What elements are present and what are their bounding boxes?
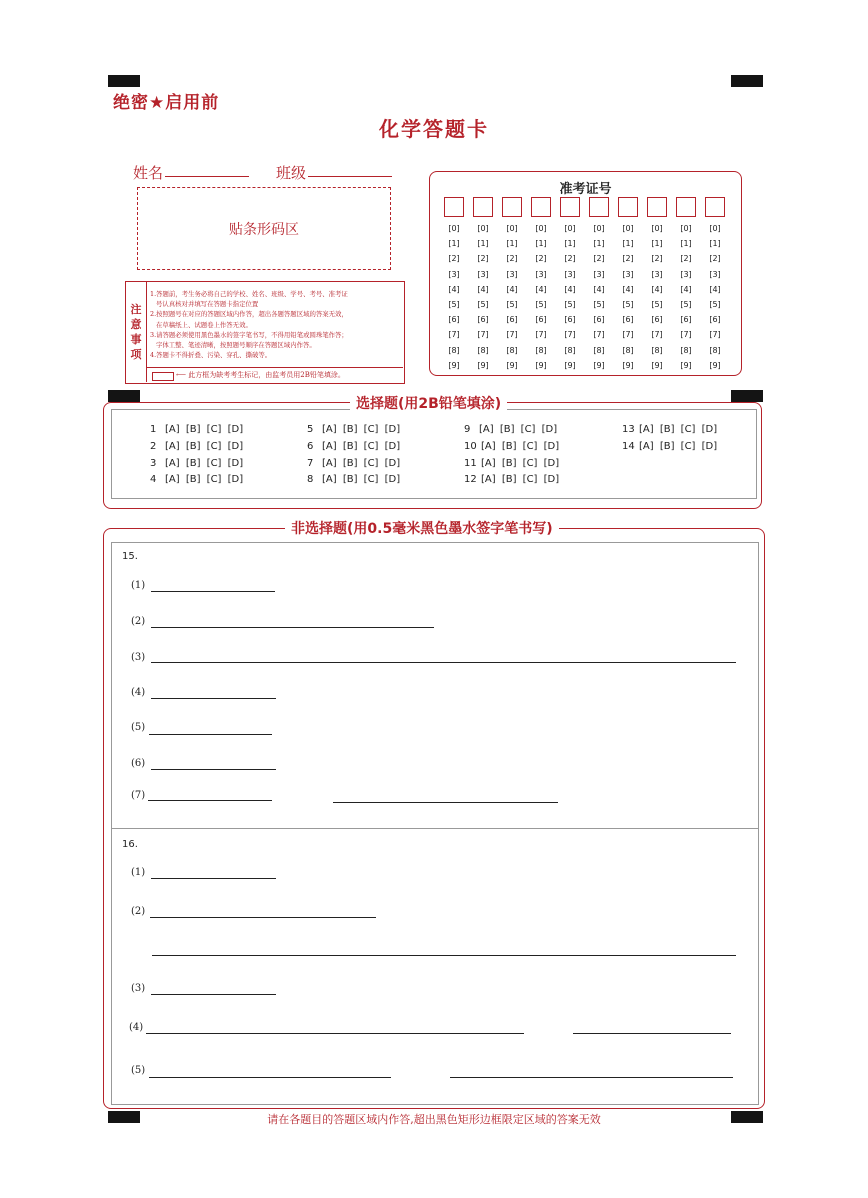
- exam-digit-box[interactable]: [589, 197, 609, 217]
- exam-digit-bubble[interactable]: [8]: [477, 345, 489, 355]
- question-number: 2: [150, 441, 157, 452]
- exam-digit-bubble[interactable]: [1]: [477, 239, 489, 249]
- exam-digit-bubble[interactable]: [0]: [535, 224, 547, 233]
- exam-digit-bubble[interactable]: [9]: [709, 360, 721, 370]
- name-field[interactable]: [165, 176, 249, 177]
- exam-digit-bubble[interactable]: [0]: [651, 224, 663, 233]
- question-number: 13: [622, 424, 635, 435]
- q16-answer-line[interactable]: [150, 917, 376, 918]
- exam-digit-bubble[interactable]: [6]: [448, 315, 460, 325]
- exam-digit-bubble[interactable]: [3]: [564, 269, 576, 279]
- exam-digit-bubble[interactable]: [9]: [680, 360, 692, 370]
- exam-digit-box[interactable]: [444, 197, 464, 217]
- divider: [146, 367, 403, 368]
- q15-sub-label: (4): [131, 687, 146, 698]
- exam-digit-bubble[interactable]: [7]: [448, 330, 460, 340]
- q16-sub-label: (5): [131, 1065, 146, 1076]
- notice-line: 1.答题前，考生务必将自己的学校、姓名、班级、学号、考号、准考证: [150, 290, 348, 298]
- exam-digit-box[interactable]: [676, 197, 696, 217]
- q15-sub-label: (2): [131, 616, 146, 627]
- exam-digit-bubble[interactable]: [7]: [709, 330, 721, 340]
- barcode-label: 贴条形码区: [229, 221, 299, 238]
- notice-heading: [126, 282, 147, 382]
- exam-digit-bubble[interactable]: [1]: [535, 239, 547, 249]
- question-number: 11: [464, 458, 477, 469]
- q16-answer-line[interactable]: [573, 1033, 731, 1034]
- q16-answer-line[interactable]: [146, 1033, 524, 1034]
- exam-digit-box[interactable]: [473, 197, 493, 217]
- exam-digit-bubble[interactable]: [8]: [709, 345, 721, 355]
- page-title: 化学答题卡: [379, 117, 489, 141]
- notice-line: 号认真核对并填写在答题卡指定位置: [156, 300, 259, 309]
- question-15-number: 15.: [122, 551, 138, 562]
- q16-sub-label: (1): [131, 867, 146, 878]
- multiple-choice-inner: [111, 409, 757, 499]
- exam-digit-bubble[interactable]: [3]: [709, 269, 721, 279]
- exam-digit-bubble[interactable]: [7]: [651, 330, 663, 340]
- exam-digit-box[interactable]: [502, 197, 522, 217]
- exam-digit-bubble[interactable]: [2]: [506, 254, 518, 264]
- question-number: 10: [464, 441, 477, 452]
- exam-digit-bubble[interactable]: [5]: [477, 300, 489, 309]
- exam-digit-box[interactable]: [705, 197, 725, 217]
- exam-digit-bubble[interactable]: [3]: [477, 269, 489, 279]
- q15-answer-line[interactable]: [149, 734, 272, 735]
- exam-digit-bubble[interactable]: [1]: [651, 239, 663, 249]
- exam-digit-bubble[interactable]: [4]: [477, 284, 489, 294]
- question-number: 4: [150, 474, 157, 485]
- notice-heading-char: 意: [130, 318, 142, 331]
- exam-digit-bubble[interactable]: [8]: [535, 345, 547, 355]
- exam-digit-bubble[interactable]: [1]: [564, 239, 576, 249]
- exam-digit-bubble[interactable]: [2]: [477, 254, 489, 264]
- exam-digit-bubble[interactable]: [8]: [680, 345, 692, 355]
- exam-digit-bubble[interactable]: [0]: [593, 224, 605, 233]
- exam-digit-bubble[interactable]: [9]: [477, 360, 489, 370]
- q15-sub-label: (3): [131, 652, 146, 663]
- exam-number-box: [429, 171, 742, 376]
- answer-options[interactable]: [A] [B] [C] [D]: [322, 458, 401, 469]
- exam-digit-bubble[interactable]: [2]: [593, 254, 605, 264]
- exam-digit-bubble[interactable]: [7]: [535, 330, 547, 340]
- exam-digit-bubble[interactable]: [9]: [564, 360, 576, 370]
- question-number: 1: [150, 424, 157, 435]
- exam-digit-bubble[interactable]: [7]: [564, 330, 576, 340]
- exam-digit-bubble[interactable]: [6]: [506, 315, 518, 325]
- exam-digit-bubble[interactable]: [3]: [622, 269, 634, 279]
- exam-digit-bubble[interactable]: [4]: [448, 284, 460, 294]
- exam-digit-bubble[interactable]: [6]: [709, 315, 721, 325]
- registration-mark: [731, 390, 763, 402]
- exam-digit-bubble[interactable]: [4]: [564, 284, 576, 294]
- exam-digit-bubble[interactable]: [5]: [448, 300, 460, 309]
- exam-digit-bubble[interactable]: [7]: [622, 330, 634, 340]
- exam-digit-bubble[interactable]: [5]: [506, 300, 518, 309]
- exam-digit-bubble[interactable]: [1]: [593, 239, 605, 249]
- answer-options[interactable]: [A] [B] [C] [D]: [322, 424, 401, 435]
- exam-digit-bubble[interactable]: [9]: [593, 360, 605, 370]
- exam-digit-bubble[interactable]: [8]: [593, 345, 605, 355]
- exam-digit-bubble[interactable]: [5]: [622, 300, 634, 309]
- exam-digit-bubble[interactable]: [9]: [506, 360, 518, 370]
- exam-digit-bubble[interactable]: [6]: [477, 315, 489, 325]
- exam-digit-bubble[interactable]: [3]: [680, 269, 692, 279]
- exam-digit-bubble[interactable]: [6]: [564, 315, 576, 325]
- exam-digit-bubble[interactable]: [5]: [680, 300, 692, 309]
- exam-digit-bubble[interactable]: [3]: [535, 269, 547, 279]
- exam-digit-bubble[interactable]: [9]: [448, 360, 460, 370]
- exam-digit-bubble[interactable]: [0]: [477, 224, 489, 233]
- absent-note-text: 此方框为缺考考生标记，由监考员用2B铅笔填涂。: [188, 371, 345, 379]
- answer-options[interactable]: [A] [B] [C] [D]: [165, 424, 244, 435]
- q15-answer-line[interactable]: [151, 627, 434, 628]
- exam-digit-bubble[interactable]: [0]: [564, 224, 576, 233]
- notice-line: 字体工整、笔迹清晰，按照题号顺序在答题区域内作答。: [156, 341, 316, 350]
- exam-digit-bubble[interactable]: [7]: [506, 330, 518, 340]
- exam-digit-bubble[interactable]: [4]: [535, 284, 547, 294]
- notice-line: 4.答题卡不得折叠、污染、穿孔、撕破等。: [150, 351, 272, 360]
- class-field[interactable]: [308, 176, 392, 177]
- exam-digit-bubble[interactable]: [4]: [593, 284, 605, 294]
- answer-options[interactable]: [A] [B] [C] [D]: [481, 441, 560, 452]
- exam-digit-bubble[interactable]: [4]: [709, 284, 721, 294]
- question-number: 8: [307, 474, 314, 485]
- footer-note: 请在各题目的答题区域内作答,超出黑色矩形边框限定区域的答案无效: [267, 1113, 601, 1126]
- exam-digit-bubble[interactable]: [3]: [448, 269, 460, 279]
- exam-number-title: 准考证号: [559, 182, 612, 197]
- exam-digit-bubble[interactable]: [9]: [535, 360, 547, 370]
- notice-box: [125, 281, 405, 384]
- exam-digit-bubble[interactable]: [7]: [680, 330, 692, 340]
- answer-options[interactable]: [A] [B] [C] [D]: [481, 458, 560, 469]
- question-number: 12: [464, 474, 477, 485]
- exam-digit-bubble[interactable]: [4]: [622, 284, 634, 294]
- exam-digit-bubble[interactable]: [0]: [448, 224, 460, 233]
- answer-options[interactable]: [A] [B] [C] [D]: [165, 474, 244, 485]
- answer-options[interactable]: [A] [B] [C] [D]: [481, 474, 560, 485]
- question-number: 14: [622, 441, 635, 452]
- exam-digit-bubble[interactable]: [8]: [506, 345, 518, 355]
- question-number: 3: [150, 458, 157, 469]
- exam-digit-bubble[interactable]: [6]: [680, 315, 692, 325]
- q15-answer-line[interactable]: [151, 698, 276, 699]
- exam-digit-box[interactable]: [560, 197, 580, 217]
- q15-answer-line[interactable]: [151, 769, 276, 770]
- q16-answer-line[interactable]: [450, 1077, 733, 1078]
- exam-digit-bubble[interactable]: [4]: [651, 284, 663, 294]
- exam-digit-bubble[interactable]: [7]: [477, 330, 489, 340]
- answer-options[interactable]: [A] [B] [C] [D]: [639, 441, 718, 452]
- exam-digit-bubble[interactable]: [3]: [593, 269, 605, 279]
- notice-line: 2.按照题号在对应的答题区域内作答，超出各题答题区域的答案无效，: [150, 310, 348, 319]
- exam-digit-bubble[interactable]: [8]: [622, 345, 634, 355]
- exam-digit-bubble[interactable]: [5]: [593, 300, 605, 309]
- q15-answer-line[interactable]: [148, 800, 272, 801]
- exam-digit-bubble[interactable]: [9]: [651, 360, 663, 370]
- answer-options[interactable]: [A] [B] [C] [D]: [165, 441, 244, 452]
- exam-digit-box[interactable]: [618, 197, 638, 217]
- exam-digit-bubble[interactable]: [6]: [622, 315, 634, 325]
- absent-mark-box[interactable]: [152, 372, 174, 381]
- notice-heading-char: 注: [130, 303, 142, 316]
- exam-digit-bubble[interactable]: [8]: [448, 345, 460, 355]
- class-label: 班级: [276, 164, 307, 182]
- q16-answer-line[interactable]: [149, 1077, 391, 1078]
- exam-digit-bubble[interactable]: [1]: [622, 239, 634, 249]
- q15-answer-line[interactable]: [151, 662, 736, 663]
- q16-sub-label: (2): [131, 906, 146, 917]
- exam-digit-bubble[interactable]: [3]: [651, 269, 663, 279]
- question-number: 7: [307, 458, 314, 469]
- exam-digit-bubble[interactable]: [2]: [622, 254, 634, 264]
- q16-answer-line[interactable]: [151, 878, 276, 879]
- registration-mark: [731, 75, 763, 87]
- exam-digit-bubble[interactable]: [2]: [535, 254, 547, 264]
- exam-digit-bubble[interactable]: [2]: [709, 254, 721, 264]
- exam-digit-bubble[interactable]: [9]: [622, 360, 634, 370]
- exam-digit-bubble[interactable]: [1]: [506, 239, 518, 249]
- exam-digit-bubble[interactable]: [5]: [651, 300, 663, 309]
- exam-digit-bubble[interactable]: [2]: [651, 254, 663, 264]
- exam-digit-bubble[interactable]: [6]: [593, 315, 605, 325]
- exam-digit-bubble[interactable]: [0]: [506, 224, 518, 233]
- q16-sub-label: (4): [129, 1022, 144, 1033]
- q15-sub-label: (5): [131, 722, 146, 733]
- exam-digit-bubble[interactable]: [6]: [535, 315, 547, 325]
- answer-options[interactable]: [A] [B] [C] [D]: [165, 458, 244, 469]
- notice-text: [150, 289, 402, 360]
- exam-digit-box[interactable]: [531, 197, 551, 217]
- answer-options[interactable]: [A] [B] [C] [D]: [639, 424, 718, 435]
- q15-sub-label: (7): [131, 790, 146, 801]
- exam-digit-bubble[interactable]: [0]: [622, 224, 634, 233]
- exam-digit-bubble[interactable]: [0]: [709, 224, 721, 233]
- arrow-left-icon: ⟵: [176, 371, 189, 379]
- exam-digit-bubble[interactable]: [6]: [651, 315, 663, 325]
- exam-digit-bubble[interactable]: [8]: [564, 345, 576, 355]
- q15-answer-line[interactable]: [151, 591, 275, 592]
- registration-mark: [108, 75, 140, 87]
- answer-options[interactable]: [A] [B] [C] [D]: [322, 474, 401, 485]
- exam-digit-bubble[interactable]: [5]: [564, 300, 576, 309]
- question-number: 5: [307, 424, 314, 435]
- barcode-area: [137, 187, 391, 270]
- registration-mark: [108, 390, 140, 402]
- free-response-title: 非选择题(用0.5毫米黑色墨水签字笔书写): [285, 518, 559, 538]
- notice-heading-char: 事: [130, 333, 142, 346]
- question-number: 6: [307, 441, 314, 452]
- exam-digit-bubble[interactable]: [2]: [448, 254, 460, 264]
- answer-options[interactable]: [A] [B] [C] [D]: [322, 441, 401, 452]
- confidential-label: 绝密★启用前: [113, 93, 220, 113]
- q16-answer-line[interactable]: [152, 955, 736, 956]
- q16-sub-label: (3): [131, 983, 146, 994]
- notice-line: 3.请答题必须使用黑色墨水的签字笔书写，不得用铅笔或圆珠笔作答；: [150, 330, 348, 339]
- name-label: 姓名: [133, 164, 164, 182]
- exam-digit-bubble[interactable]: [3]: [506, 269, 518, 279]
- exam-digit-box[interactable]: [647, 197, 667, 217]
- answer-options[interactable]: [A] [B] [C] [D]: [479, 424, 558, 435]
- question-16-number: 16.: [122, 839, 138, 850]
- question-number: 9: [464, 424, 471, 435]
- exam-digit-bubble[interactable]: [2]: [564, 254, 576, 264]
- multiple-choice-title: 选择题(用2B铅笔填涂): [350, 393, 507, 413]
- absent-note: [176, 370, 345, 380]
- exam-digit-bubble[interactable]: [1]: [709, 239, 721, 249]
- q15-sub-label: (6): [131, 758, 146, 769]
- exam-digit-bubble[interactable]: [1]: [680, 239, 692, 249]
- exam-digit-bubble[interactable]: [5]: [535, 300, 547, 309]
- q15-answer-line[interactable]: [333, 802, 558, 803]
- q15-sub-label: (1): [131, 580, 146, 591]
- notice-heading-char: 项: [130, 348, 142, 361]
- exam-digit-bubble[interactable]: [4]: [506, 284, 518, 294]
- exam-digit-bubble[interactable]: [4]: [680, 284, 692, 294]
- exam-digit-bubble[interactable]: [0]: [680, 224, 692, 233]
- q16-answer-line[interactable]: [151, 994, 276, 995]
- exam-digit-bubble[interactable]: [8]: [651, 345, 663, 355]
- question-divider: [111, 828, 759, 829]
- exam-digit-bubble[interactable]: [1]: [448, 239, 460, 249]
- exam-digit-bubble[interactable]: [7]: [593, 330, 605, 340]
- exam-digit-bubble[interactable]: [2]: [680, 254, 692, 264]
- notice-line: 在草稿纸上、试题卷上作答无效。: [156, 320, 252, 329]
- exam-digit-bubble[interactable]: [5]: [709, 300, 721, 309]
